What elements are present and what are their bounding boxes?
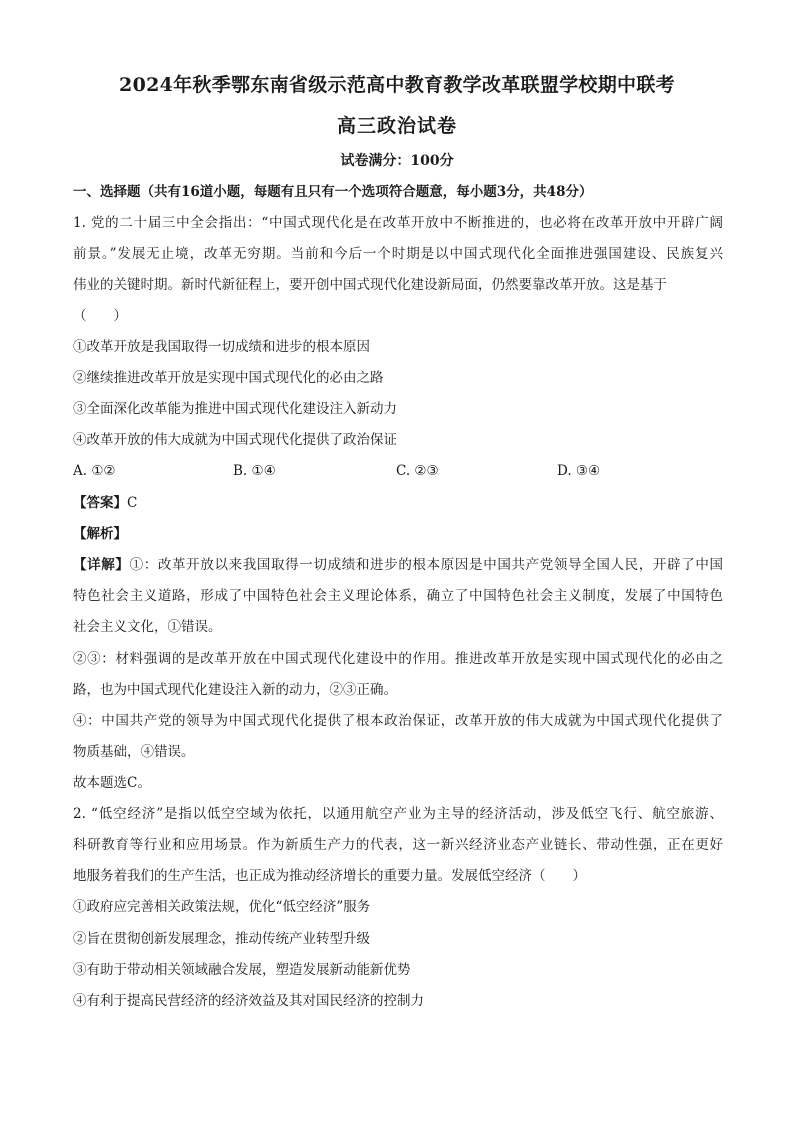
q1-stem-line: （ ） (73, 308, 127, 324)
q1-detail-line: ②③：材料强调的是改革开放在中国式现代化建设中的作用。推进改革开放是实现中国式现代化的必由之 (73, 651, 723, 667)
q1-option-b: B. ①④ (233, 463, 276, 479)
q1-detail-line: 社会主义文化，①错误。 (73, 619, 222, 635)
q2-item: ②旨在贯彻创新发展理念，推动传统产业转型升级 (73, 931, 370, 947)
answer-tag: 【答案】 (73, 495, 127, 511)
detail-text: ①：改革开放以来我国取得一切成绩和进步的根本原因是中国共产党领导全国人民，开辟了中国 (129, 557, 723, 573)
q2-stem-line: 科研教育等行业和应用场景。作为新质生产力的代表，这一新兴经济业态产业链长、带动性强，正在更好 (73, 837, 723, 853)
q1-analysis-tag (73, 525, 723, 543)
section-heading: 一、选择题（共有16道小题，每题有且只有一个选项符合题意，每小题3分，共48分） (73, 184, 593, 200)
q1-detail-line: ④：中国共产党的领导为中国式现代化提供了根本政治保证，改革开放的伟大成就为中国式现代化提供了 (73, 713, 723, 729)
exam-score: 试卷满分：100分 (340, 153, 454, 169)
exam-subtitle: 高三政治试卷 (336, 115, 457, 137)
q1-item: ②继续推进改革开放是实现中国式现代化的必由之路 (73, 370, 384, 386)
q2-item: ③有助于带动相关领域融合发展，塑造发展新动能新优势 (73, 962, 411, 978)
q1-stem-line: 前景。”发展无止境，改革无穷期。当前和今后一个时期是以中国式现代化全面推进强国建设、民族复兴 (73, 246, 723, 262)
q1-option-d: D. ③④ (557, 463, 601, 479)
q2-item: ④有利于提高民营经济的经济效益及其对国民经济的控制力 (73, 993, 424, 1009)
q1-answer (73, 494, 723, 512)
q1-item: ④改革开放的伟大成就为中国式现代化提供了政治保证 (73, 432, 397, 448)
q1-option-c: C. ②③ (396, 463, 439, 479)
q1-option-a: A. ①② (73, 463, 116, 479)
q1-stem-line: 1. 党的二十届三中全会指出：“中国式现代化是在改革开放中不断推进的，也必将在改革开放中开辟广阔 (73, 215, 723, 231)
q1-detail-line (73, 556, 723, 574)
q2-stem-line: 2. “低空经济”是指以低空空域为依托，以通用航空产业为主导的经济活动，涉及低空飞行、航空旅游、 (73, 806, 723, 822)
detail-tag: 【详解】 (73, 557, 130, 573)
q1-detail-line: 故本题选C。 (73, 775, 151, 791)
q1-item: ③全面深化改革能为推进中国式现代化建设注入新动力 (73, 401, 397, 417)
answer-value: C (127, 495, 138, 511)
analysis-tag: 【解析】 (73, 526, 127, 542)
exam-title: 2024年秋季鄂东南省级示范高中教育教学改革联盟学校期中联考 (119, 74, 675, 96)
q1-detail-line: 路，也为中国式现代化建设注入新的动力，②③正确。 (73, 682, 397, 698)
q2-stem-line: 地服务着我们的生产生活，也正成为推动经济增长的重要力量。发展低空经济（ ） (73, 868, 586, 884)
q1-stem-line: 伟业的关键时期。新时代新征程上，要开创中国式现代化建设新局面，仍然要靠改革开放。这是基于 (73, 277, 667, 293)
q1-detail-line: 物质基础，④错误。 (73, 744, 195, 760)
q1-detail-line: 特色社会主义道路，形成了中国特色社会主义理论体系，确立了中国特色社会主义制度，发展了中国特色 (73, 588, 723, 604)
q2-item: ①政府应完善相关政策法规，优化“低空经济”服务 (73, 899, 371, 915)
q1-item: ①改革开放是我国取得一切成绩和进步的根本原因 (73, 339, 370, 355)
